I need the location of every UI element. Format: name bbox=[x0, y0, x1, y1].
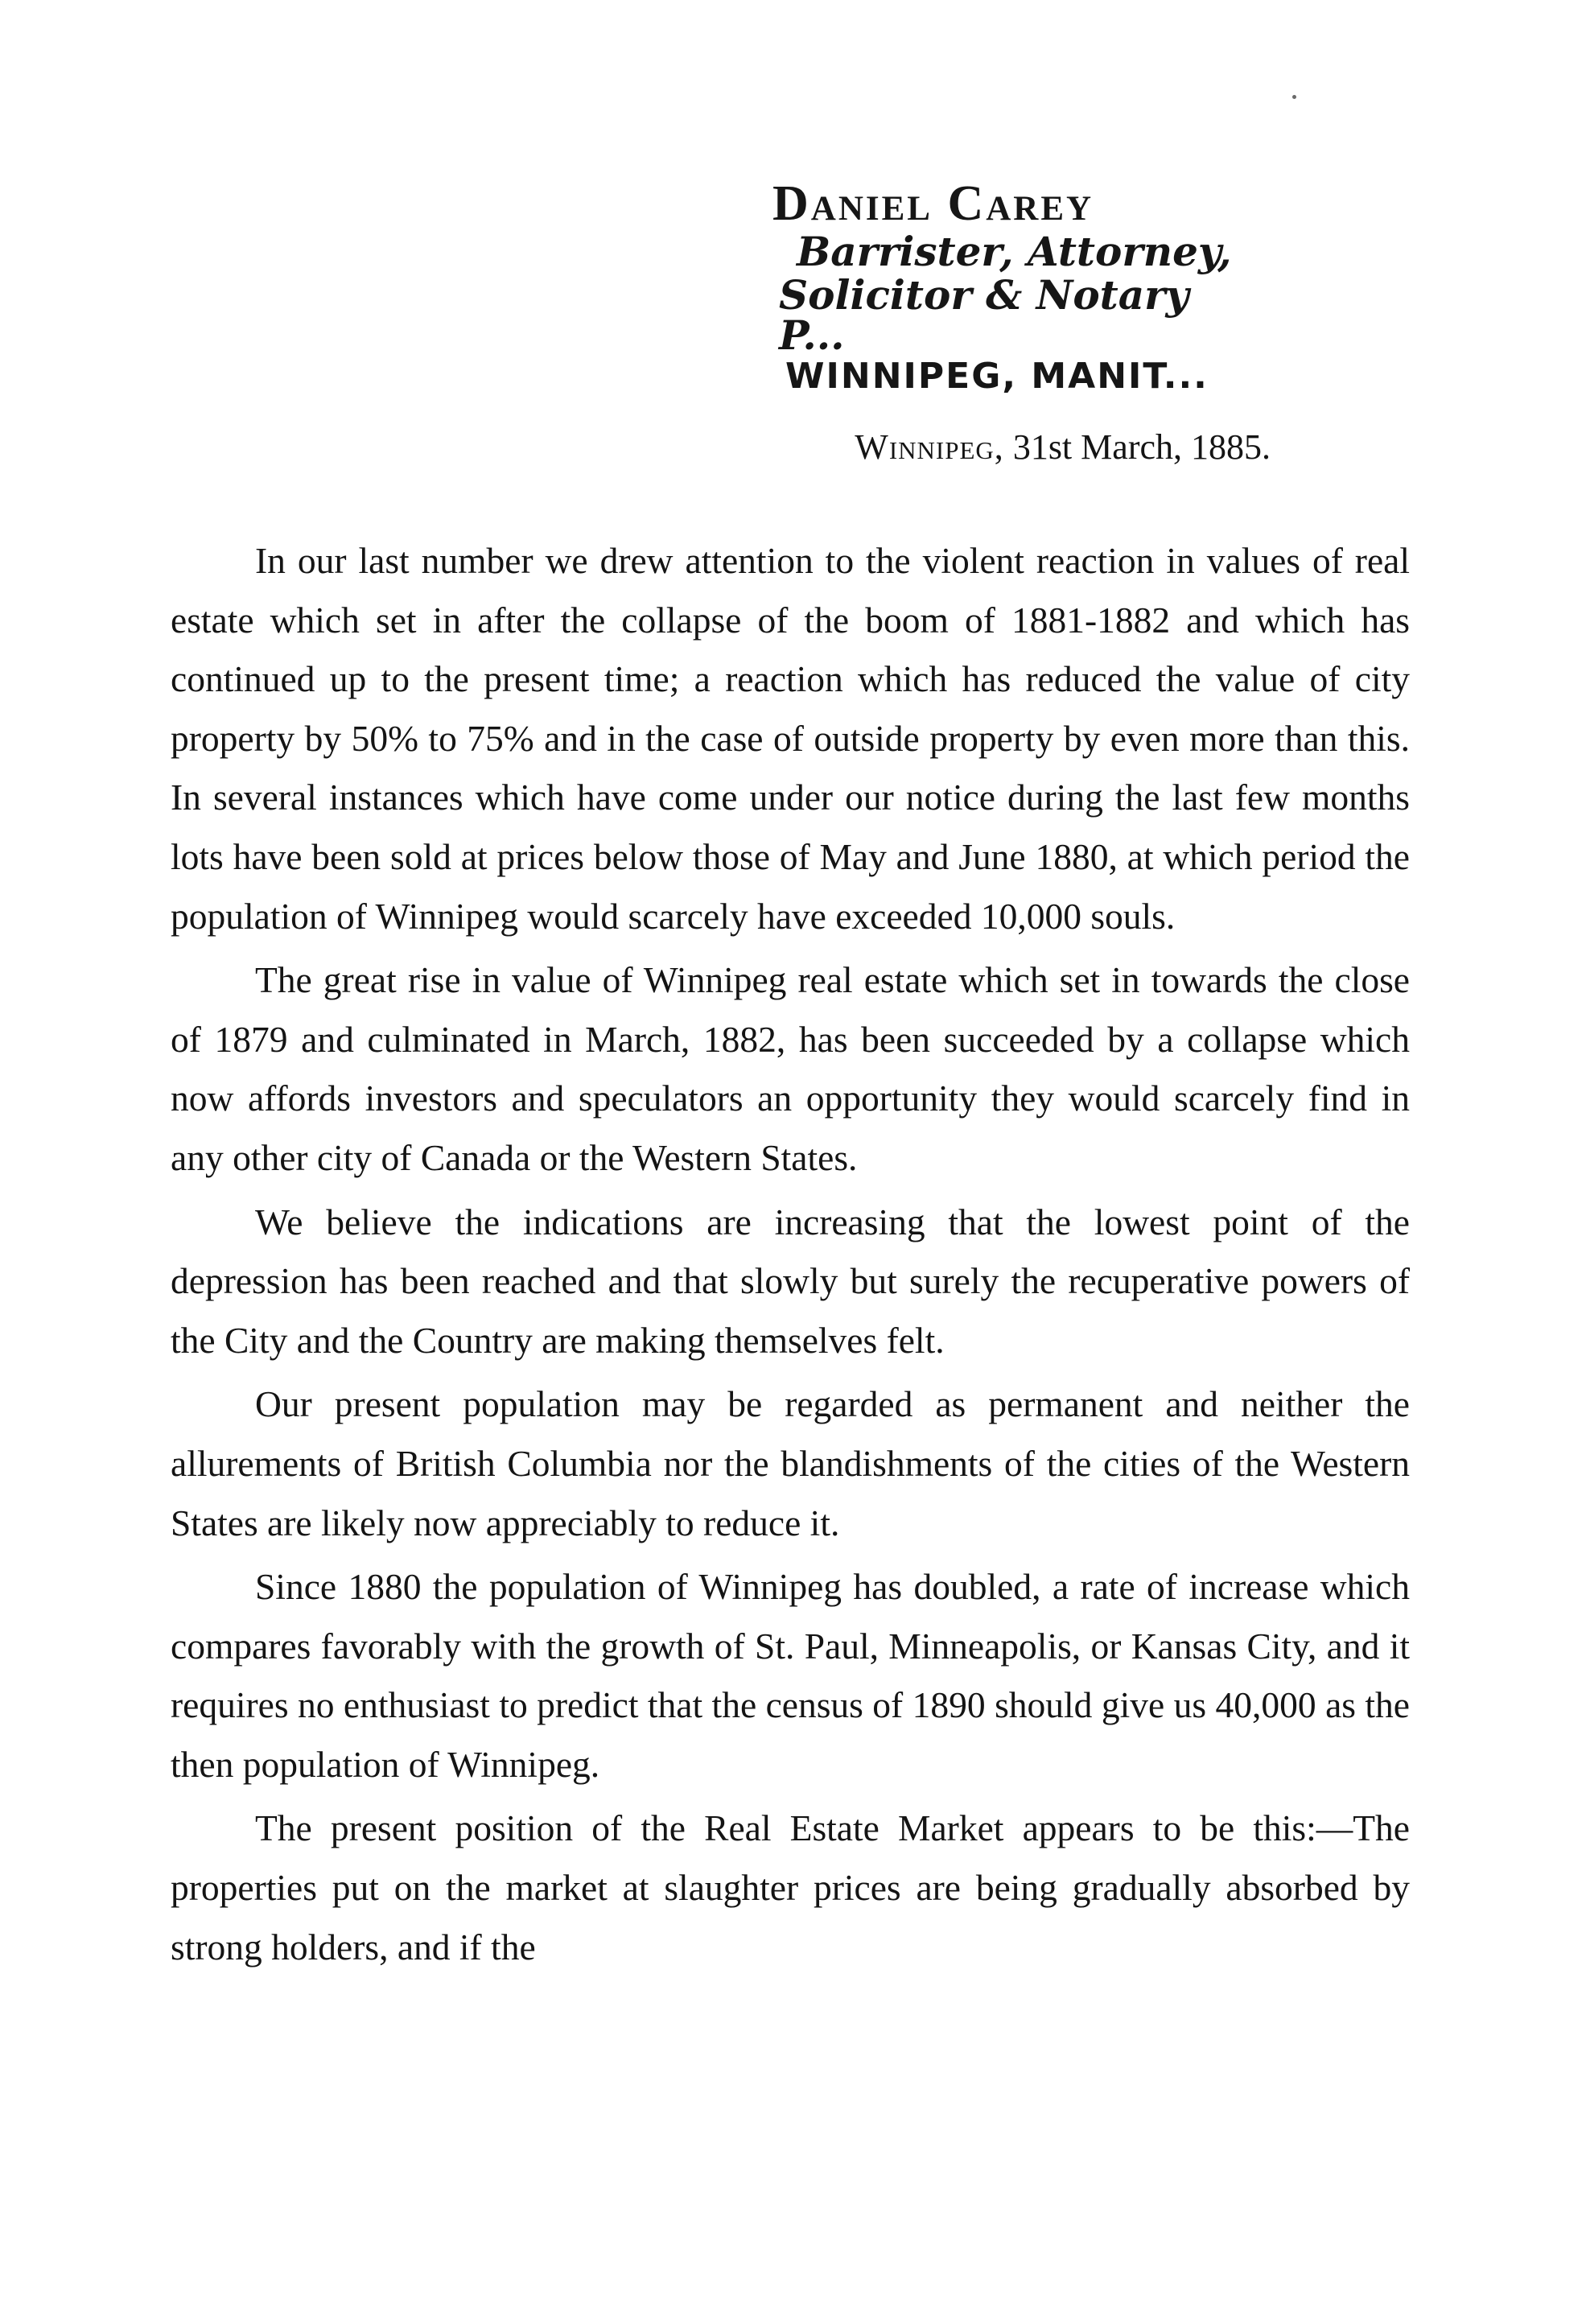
article-body bbox=[171, 531, 1410, 1976]
owner-stamp bbox=[772, 176, 1255, 397]
dateline-date: 31st March, 1885. bbox=[1012, 427, 1271, 467]
paragraph-indications: We believe the indications are increasing that the lowest point of the depression has been reached and that slowly but surely the recuperative powers of the City and the Country are making themselves felt. bbox=[171, 1201, 1410, 1361]
stamp-line-profession: Barrister, Attorney, bbox=[797, 228, 1232, 275]
stamp-line-location: WINNIPEG, MANIT... bbox=[785, 356, 1209, 397]
print-speck bbox=[1292, 95, 1296, 99]
dateline-place: Winnipeg, bbox=[855, 427, 1004, 467]
paragraph-growth: Since 1880 the population of Winnipeg has doubled, a rate of increase which compares favorably with the growth of St. Paul, Minneapolis, or Kansas City, and it requires no enthusiast to predict that the census of 1890 should give us 40,000 as the then population of Winnipeg. bbox=[171, 1566, 1410, 1785]
stamp-line-solicitor: Solicitor & Notary P... bbox=[779, 271, 1189, 359]
paragraph-population: Our present population may be regarded as permanent and neither the allurements of British Columbia nor the blandishments of the cities of the Western States are likely now appreciably to reduce it. bbox=[171, 1383, 1410, 1543]
stamp-name: Daniel Carey bbox=[772, 176, 1094, 231]
paragraph-great-rise: The great rise in value of Winnipeg real estate which set in towards the close of 1879 and culminated in March, 1882, has been succeeded by a collapse which now affords investors and speculators an opportunity they would scarcely find in any other city of Canada or the Western States. bbox=[171, 959, 1410, 1178]
paragraph-market-position: The present position of the Real Estate Market appears to be this:—The properties put on the market at slaughter prices are being gradually absorbed by strong holders, and if the bbox=[171, 1807, 1410, 1968]
dateline bbox=[855, 426, 1271, 468]
paragraph-reaction: In our last number we drew attention to the violent reaction in values of real estate which set in after the collapse of the boom of 1881-1882 and which has continued up to the present time; a reaction which has reduced the value of city property by 50% to 75% and in the case of outside property by even more than this. In several instances which have come under our notice during the last few months lots have been sold at prices below those of May and June 1880, at which period the population of Winnipeg would scarcely have exceeded 10,000 souls. bbox=[171, 540, 1410, 937]
